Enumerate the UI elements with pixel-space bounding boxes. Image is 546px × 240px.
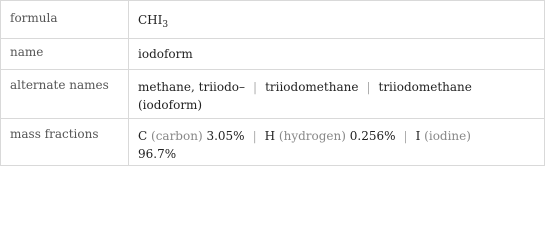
element-name: (iodine) [424,129,471,143]
formula-value [138,11,538,29]
mass-fractions-value [138,127,538,163]
fraction-value: 96.7% [138,147,177,161]
fraction-value: 3.05% [206,129,245,143]
name-value: iodoform [138,47,193,61]
separator: | [403,129,408,143]
row-formula [1,1,544,39]
formula-subscript: 3 [162,20,169,30]
fraction-value: 0.256% [349,129,396,143]
alternate-names-label: alternate names [10,78,109,92]
element-symbol: H [264,129,276,143]
element-symbol: I [415,129,421,143]
row-alternate-names [1,69,544,118]
alternate-name-continuation: (iodoform) [138,98,203,112]
separator: | [366,80,371,94]
row-mass-fractions [1,118,544,167]
alternate-name: methane, triiodo– [138,80,246,94]
separator: | [253,80,258,94]
mass-fractions-label: mass fractions [10,127,99,141]
alternate-name: triiodomethane [378,80,472,94]
formula-main: CHI [138,13,163,27]
formula-label: formula [10,11,58,25]
element-name: (hydrogen) [278,129,346,143]
alternate-name: triiodomethane [265,80,359,94]
element-name: (carbon) [151,129,203,143]
separator: | [252,129,257,143]
element-symbol: C [138,129,148,143]
row-name [1,38,544,69]
name-label: name [10,45,44,59]
alternate-names-value [138,78,538,114]
